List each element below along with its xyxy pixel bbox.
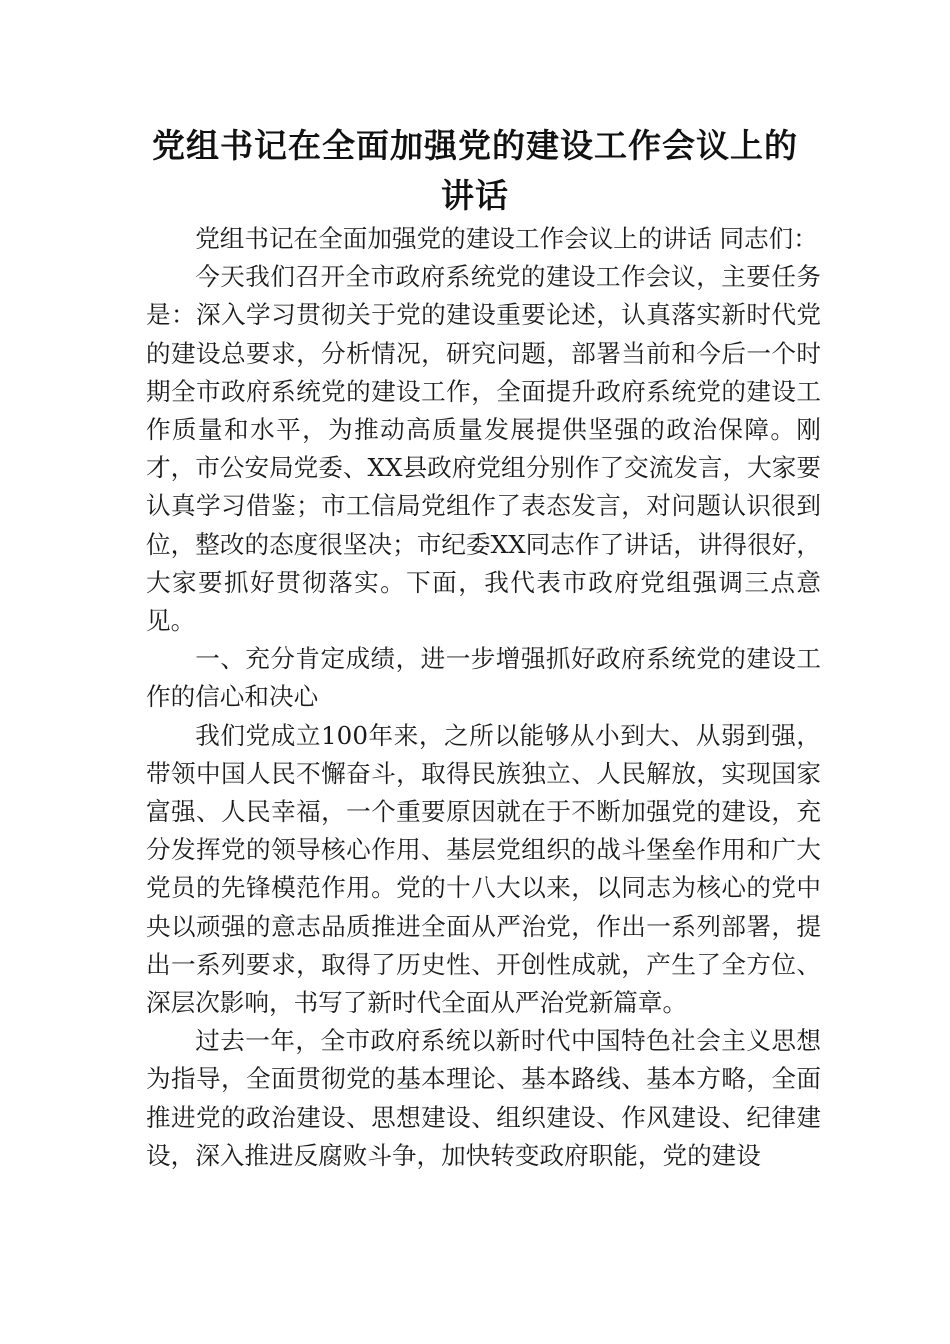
document-title-line-2: 讲话 [441, 176, 509, 215]
section-heading-1: 一、充分肯定成绩，进一步增强抓好政府系统党的建设工作的信心和决心 [146, 644, 821, 712]
paragraph-salutation: 党组书记在全面加强党的建设工作会议上的讲话 同志们： [195, 224, 818, 253]
document-title-line-1: 党组书记在全面加强党的建设工作会议上的 [152, 126, 798, 165]
paragraph-past-year: 过去一年，全市政府系统以新时代中国特色社会主义思想为指导，全面贯彻党的基本理论、基本路线、基本方略，全面推进党的政治建设、思想建设、组织建设、作风建设、纪律建设，深入推进反腐败斗争，加快转变政府职能，党的建设 [146, 1026, 821, 1170]
paragraph-intro: 今天我们召开全市政府系统党的建设工作会议，主要任务是：深入学习贯彻关于党的建设重要论述，认真落实新时代党的建设总要求，分析情况，研究问题，部署当前和今后一个时期全市政府系统党的建设工作，全面提升政府系统党的建设工作质量和水平，为推动高质量发展提供坚强的政治保障。刚才，市公安局党委、XX县政府党组分别作了交流发言，大家要认真学习借鉴；市工信局党组作了表态发言，对问题认识很到位，整改的态度很坚决；市纪委XX同志作了讲话，讲得很好，大家要抓好贯彻落实。下面，我代表市政府党组强调三点意见。 [146, 262, 821, 636]
document-body [146, 220, 821, 1175]
paragraph-history: 我们党成立100年来，之所以能够从小到大、从弱到强，带领中国人民不懈奋斗，取得民族独立、人民解放，实现国家富强、人民幸福，一个重要原因就在于不断加强党的建设，充分发挥党的领导核心作用、基层党组织的战斗堡垒作用和广大党员的先锋模范作用。党的十八大以来，以同志为核心的党中央以顽强的意志品质推进全面从严治党，作出一系列部署，提出一系列要求，取得了历史性、开创性成就，产生了全方位、深层次影响，书写了新时代全面从严治党新篇章。 [146, 720, 821, 1018]
